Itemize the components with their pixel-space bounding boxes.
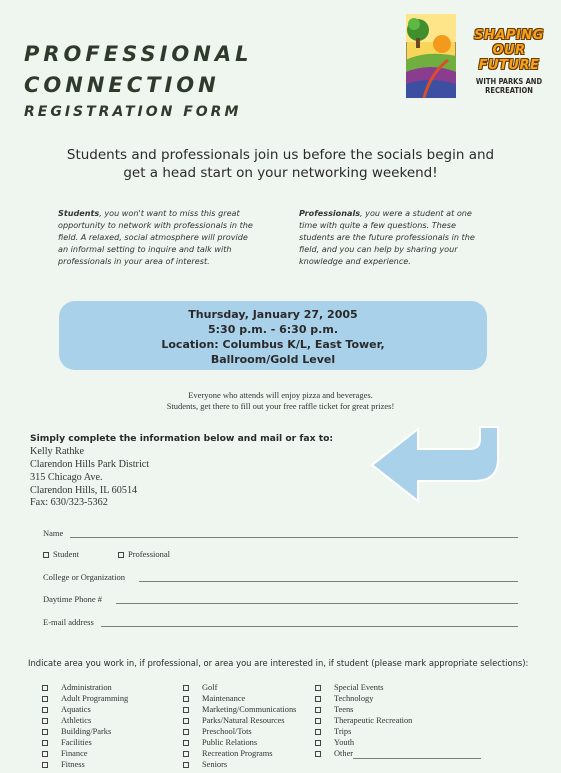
contact-city: Clarendon Hills, IL 60514 xyxy=(30,485,138,496)
area-checkbox[interactable] xyxy=(42,718,48,724)
area-label: Facilities xyxy=(61,738,92,747)
areas-column-1 xyxy=(42,682,128,770)
area-option[interactable] xyxy=(315,726,481,737)
shaping-our-future-logo xyxy=(406,14,556,98)
area-option[interactable] xyxy=(183,759,296,770)
area-checkbox[interactable] xyxy=(42,696,48,702)
title-line-1: PROFESSIONAL xyxy=(24,42,253,66)
area-label: Preschool/Tots xyxy=(202,727,252,736)
area-option[interactable] xyxy=(183,704,296,715)
logo-subtitle: WITH PARKS AND RECREATION xyxy=(475,77,543,95)
area-label: Trips xyxy=(334,727,352,736)
email-label: E-mail address xyxy=(43,617,94,627)
area-checkbox[interactable] xyxy=(183,740,189,746)
headline-line-1: Students and professionals join us before the socials begin and xyxy=(66,147,495,163)
area-label: Public Relations xyxy=(202,738,258,747)
area-label: Youth xyxy=(334,738,355,747)
professionals-label: Professionals xyxy=(299,208,361,218)
event-location-1: Location: Columbus K/L, East Tower, xyxy=(161,338,385,351)
headline-line-2: get a head start on your networking weekend! xyxy=(123,165,438,181)
area-option[interactable] xyxy=(42,737,128,748)
area-option[interactable] xyxy=(315,737,481,748)
area-option[interactable] xyxy=(42,693,128,704)
name-input-line[interactable] xyxy=(70,537,518,538)
professionals-text: , you were a student at one time with quite a few questions. These students are the future professionals in the field, and you can help by sharing your knowledge and experience. xyxy=(299,208,475,266)
area-option[interactable] xyxy=(315,693,481,704)
professional-label: Professional xyxy=(128,549,171,559)
area-option[interactable] xyxy=(183,748,296,759)
area-option[interactable] xyxy=(315,704,481,715)
area-option[interactable] xyxy=(42,759,128,770)
area-label: Administration xyxy=(61,683,112,692)
other-input-line[interactable] xyxy=(353,751,481,759)
area-label: Seniors xyxy=(202,760,228,769)
name-label: Name xyxy=(43,528,64,538)
phone-label: Daytime Phone # xyxy=(43,594,103,604)
logo-text-line-3: FUTURE xyxy=(478,58,540,73)
area-label: Athletics xyxy=(61,716,92,725)
area-label: Aquatics xyxy=(61,705,91,714)
area-label: Parks/Natural Resources xyxy=(202,716,285,725)
contact-organization: Clarendon Hills Park District xyxy=(30,459,150,470)
area-checkbox[interactable] xyxy=(183,707,189,713)
area-checkbox[interactable] xyxy=(183,685,189,691)
area-checkbox[interactable] xyxy=(315,729,321,735)
area-option[interactable] xyxy=(315,682,481,693)
event-date: Thursday, January 27, 2005 xyxy=(188,308,358,321)
area-checkbox[interactable] xyxy=(42,729,48,735)
email-input-line[interactable] xyxy=(101,626,518,627)
area-label: Golf xyxy=(202,683,218,692)
area-checkbox[interactable] xyxy=(315,707,321,713)
area-option[interactable] xyxy=(183,715,296,726)
logo-text-line-1: SHAPING xyxy=(474,28,544,43)
area-label: Therapeutic Recreation xyxy=(334,716,413,725)
area-label: Finance xyxy=(61,749,88,758)
area-label: Recreation Programs xyxy=(202,749,273,758)
area-checkbox[interactable] xyxy=(315,740,321,746)
area-checkbox[interactable] xyxy=(183,729,189,735)
professional-option[interactable] xyxy=(118,549,170,559)
area-label: Fitness xyxy=(61,760,85,769)
area-option[interactable] xyxy=(183,693,296,704)
area-checkbox[interactable] xyxy=(42,751,48,757)
college-label: College or Organization xyxy=(43,572,125,582)
area-option[interactable] xyxy=(42,748,128,759)
area-option[interactable] xyxy=(42,704,128,715)
students-text: , you won't want to miss this great opportunity to network with professionals in the field. A relaxed, social atmosphere will provide an informal setting to inquire and talk with professionals in your area of interest. xyxy=(58,208,253,266)
contact-street: 315 Chicago Ave. xyxy=(30,472,103,483)
area-checkbox[interactable] xyxy=(183,696,189,702)
note-line-1: Everyone who attends will enjoy pizza and beverages. xyxy=(188,390,373,400)
areas-heading: Indicate area you work in, if professional, or area you are interested in, if student (please mark appropriate selections): xyxy=(28,658,529,668)
area-label: Building/Parks xyxy=(61,727,112,736)
area-label: Other xyxy=(334,749,354,758)
area-checkbox[interactable] xyxy=(42,685,48,691)
area-checkbox[interactable] xyxy=(315,685,321,691)
area-label: Teens xyxy=(334,705,354,714)
area-label: Technology xyxy=(334,694,374,703)
area-checkbox[interactable] xyxy=(183,762,189,768)
area-checkbox[interactable] xyxy=(42,740,48,746)
area-option[interactable] xyxy=(42,715,128,726)
area-label: Special Events xyxy=(334,683,384,692)
professionals-intro xyxy=(299,207,489,267)
area-option[interactable] xyxy=(183,726,296,737)
area-checkbox[interactable] xyxy=(315,696,321,702)
area-option[interactable] xyxy=(183,737,296,748)
park-scene-icon xyxy=(406,14,456,98)
area-checkbox[interactable] xyxy=(315,751,321,757)
area-checkbox[interactable] xyxy=(183,751,189,757)
area-label: Maintenance xyxy=(202,694,246,703)
area-option[interactable] xyxy=(42,682,128,693)
area-checkbox[interactable] xyxy=(183,718,189,724)
student-checkbox[interactable] xyxy=(43,552,49,558)
area-checkbox[interactable] xyxy=(315,718,321,724)
contact-fax: Fax: 630/323-5362 xyxy=(30,497,108,508)
title-line-3: REGISTRATION FORM xyxy=(24,104,242,120)
mail-heading: Simply complete the information below and mail or fax to: xyxy=(30,433,334,444)
phone-input-line[interactable] xyxy=(116,603,518,604)
students-intro xyxy=(58,207,258,267)
student-option[interactable] xyxy=(43,549,79,559)
student-label: Student xyxy=(53,549,79,559)
logo-text-line-2: OUR xyxy=(492,43,526,58)
area-label: Marketing/Communications xyxy=(202,705,297,714)
contact-name: Kelly Rathke xyxy=(30,446,85,457)
event-time: 5:30 p.m. - 6:30 p.m. xyxy=(208,323,338,336)
area-checkbox[interactable] xyxy=(42,762,48,768)
event-location-2: Ballroom/Gold Level xyxy=(210,353,336,366)
area-option[interactable] xyxy=(183,682,296,693)
students-label: Students xyxy=(58,208,100,218)
area-option[interactable] xyxy=(42,726,128,737)
area-checkbox[interactable] xyxy=(42,707,48,713)
professional-checkbox[interactable] xyxy=(118,552,124,558)
college-input-line[interactable] xyxy=(139,581,518,582)
area-option-other[interactable] xyxy=(315,748,481,759)
areas-column-3 xyxy=(315,682,481,759)
title-line-2: CONNECTION xyxy=(24,73,220,97)
areas-column-2 xyxy=(183,682,296,770)
area-option[interactable] xyxy=(315,715,481,726)
note-line-2: Students, get there to fill out your free raffle ticket for great prizes! xyxy=(166,401,395,411)
area-label: Adult Programming xyxy=(61,694,129,703)
return-arrow-icon xyxy=(370,423,502,503)
